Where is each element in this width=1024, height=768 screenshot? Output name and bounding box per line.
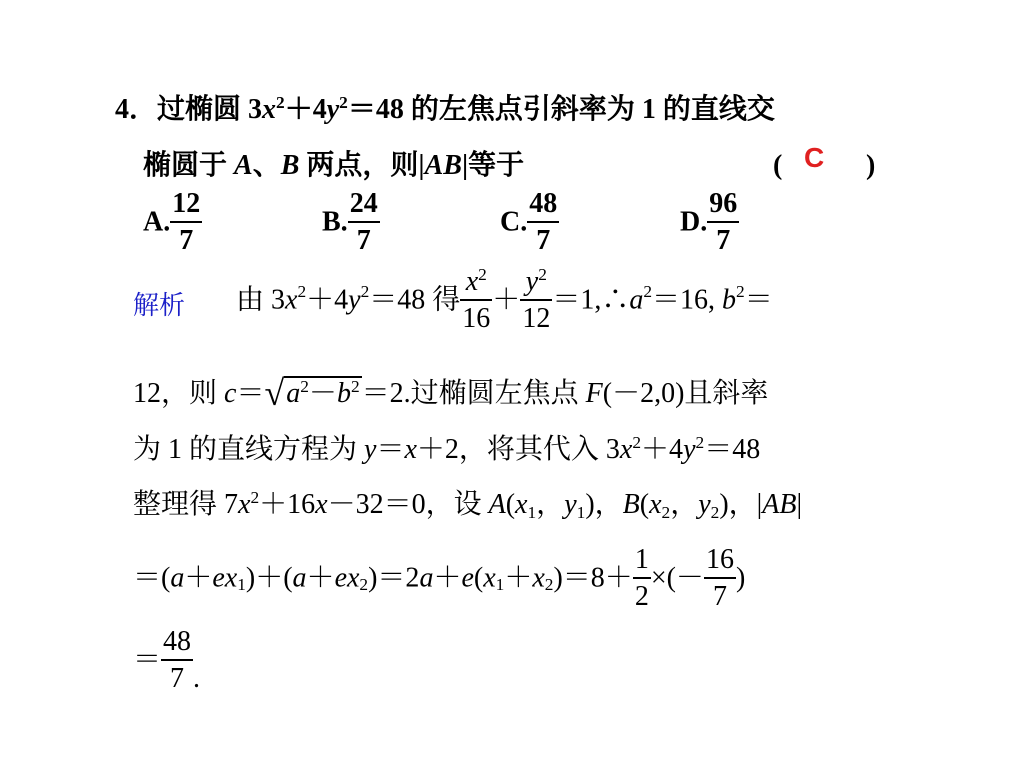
answer-paren-close: ) bbox=[866, 150, 876, 181]
solution-line-3: 为 1 的直线方程为 y＝x＋2，将其代入 $3x^2+4y^2=48$ bbox=[133, 433, 761, 465]
option-a: A. $\frac{12}{7}$ bbox=[143, 188, 201, 256]
fraction-one-half: $\frac{1}{2}$ bbox=[634, 544, 649, 612]
fraction-16-7: $\frac{16}{7}$ bbox=[705, 544, 734, 612]
solution-line-4: 整理得 $7x^2+16x-32=0$，设 $A(x_1$，$y_1$)，$B(x_2$，$y_2$)，|AB| bbox=[133, 488, 803, 523]
solution-line-6: ＝ $\frac{48}{7}$ . bbox=[133, 626, 201, 694]
option-c: C. $\frac{48}{7}$ bbox=[500, 188, 558, 256]
option-b: B. $\frac{24}{7}$ bbox=[322, 188, 378, 256]
solution-label: 解析 bbox=[133, 291, 186, 321]
fraction-y2-12: $\frac{y^2}{12}$ bbox=[522, 265, 551, 334]
solution-line-2: 12，则 $c=√a^2-b^2=2$.过椭圆左焦点 F(－2,0)且斜率 bbox=[133, 373, 769, 413]
fraction-48-7: $\frac{48}{7}$ bbox=[163, 626, 192, 694]
option-d: D. $\frac{96}{7}$ bbox=[680, 188, 738, 256]
sqrt-expression: $√a^2-b^2$ bbox=[264, 373, 360, 413]
question-line-1: 4．过椭圆 $3x^2+4y^2=48$ 的左焦点引斜率为 1 的直线交 bbox=[115, 93, 775, 125]
question-line-2: 椭圆于 A、B 两点，则|AB|等于 bbox=[143, 150, 525, 181]
fraction-x2-16: $\frac{x^2}{16}$ bbox=[462, 265, 491, 334]
answer-letter: C bbox=[804, 142, 825, 173]
solution-line-1: 由 $3x^2+4y^2=48$ 得 $\frac{x^2}{16}$ ＋ $\frac{y^2}{12}$ $=1,\therefore a^2=16$, $b^2=$ bbox=[236, 265, 773, 334]
answer-paren-open: ( bbox=[773, 150, 783, 181]
question-number: 4 bbox=[115, 94, 129, 125]
solution-line-5: $=(a+ex_1)+(a+ex_2)=2a+e(x_1+x_2)=8+$ $\frac{1}{2}$ ×(－ $\frac{16}{7}$ ) bbox=[133, 544, 746, 612]
